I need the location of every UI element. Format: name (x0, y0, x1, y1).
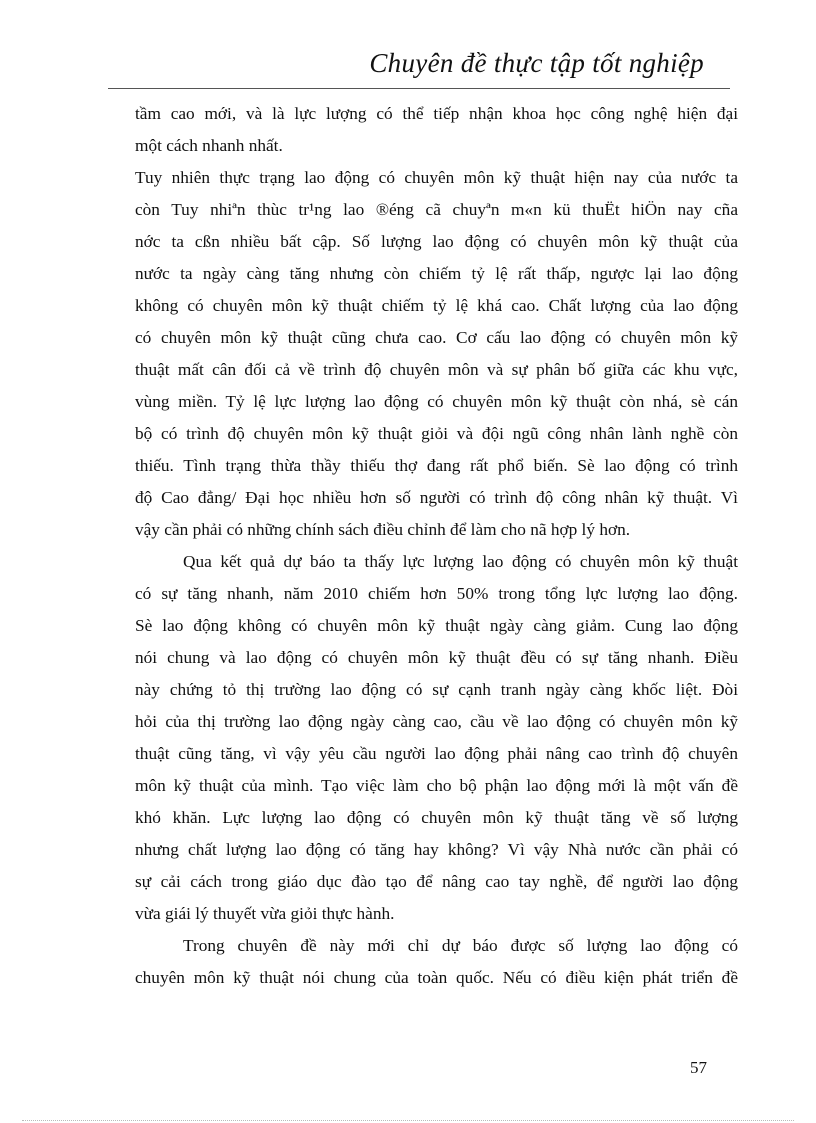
text-line: độ Cao đẳng/ Đại học nhiều hơn số người có trình độ công nhân kỹ thuật. Vì (135, 488, 738, 507)
text-line: Trong chuyên đề này mới chỉ dự báo được số lượng lao động có (183, 936, 738, 955)
text-line: môn kỹ thuật của mình. Tạo việc làm cho bộ phận lao động mới là một vấn đề (135, 776, 738, 795)
text-line: vậy cần phải có những chính sách điều chỉnh để làm cho nã hợp lý hơn. (135, 520, 631, 539)
text-line: Qua kết quả dự báo ta thấy lực lượng lao động có chuyên môn kỹ thuật (183, 552, 738, 571)
text-line: thuật mất cân đối cả về trình độ chuyên môn và sự phân bố giữa các khu vực, (135, 360, 738, 379)
text-line: nhưng chất lượng lao động có tăng hay không? Vì vậy Nhà nước cần phải có (135, 840, 738, 859)
text-line: một cách nhanh nhất. (135, 136, 283, 155)
header-title: Chuyên đề thực tập tốt nghiệp (369, 48, 704, 78)
text-line: còn Tuy nhiªn thùc tr¹ng lao ®éng cã chuyªn m«n kü thuËt hiÖn nay cña (135, 200, 738, 219)
text-line: Sè lao động không có chuyên môn kỹ thuật ngày càng giảm. Cung lao động (135, 616, 738, 635)
text-line: tầm cao mới, và là lực lượng có thể tiếp nhận khoa học công nghệ hiện đại (135, 104, 738, 123)
text-line: sự cải cách trong giáo dục đào tạo để nâng cao tay nghề, để người lao động (135, 872, 738, 891)
text-line: hỏi của thị trường lao động ngày càng cao, cầu về lao động có chuyên môn kỹ (135, 712, 738, 731)
text-line: này chứng tỏ thị trường lao động có sự cạnh tranh ngày càng khốc liệt. Đòi (135, 680, 738, 699)
text-line: thuật cũng tăng, vì vậy yêu cầu người lao động phải nâng cao trình độ chuyên (135, 744, 738, 763)
text-line: nớc ta cßn nhiều bất cập. Số lượng lao động có chuyên môn kỹ thuật của (135, 232, 738, 251)
page-bottom-divider (22, 1120, 794, 1121)
text-line: thiếu. Tình trạng thừa thầy thiếu thợ đang rất phổ biến. Sè lao động có trình (135, 456, 738, 475)
text-line: nước ta ngày càng tăng nhưng còn chiếm tỷ lệ rất thấp, ngược lại lao động (135, 264, 738, 283)
text-line: bộ có trình độ chuyên môn kỹ thuật giỏi và đội ngũ công nhân lành nghề còn (135, 424, 738, 443)
page-number: 57 (690, 1058, 707, 1077)
text-line: có sự tăng nhanh, năm 2010 chiếm hơn 50% trong tổng lực lượng lao động. (135, 584, 738, 603)
text-line: khó khăn. Lực lượng lao động có chuyên môn kỹ thuật tăng về số lượng (135, 808, 738, 827)
text-line: chuyên môn kỹ thuật nói chung của toàn quốc. Nếu có điều kiện phát triển đề (135, 968, 738, 987)
text-line: có chuyên môn kỹ thuật cũng chưa cao. Cơ cấu lao động có chuyên môn kỹ (135, 328, 738, 347)
body-text (135, 98, 738, 994)
header-divider (108, 88, 730, 89)
text-line: vừa giái lý thuyết vừa giỏi thực hành. (135, 904, 395, 923)
text-line: không có chuyên môn kỹ thuật chiếm tỷ lệ khá cao. Chất lượng của lao động (135, 296, 738, 315)
text-line: vùng miền. Tỷ lệ lực lượng lao động có chuyên môn kỹ thuật còn nhá, sè cán (135, 392, 738, 411)
text-line: nói chung và lao động có chuyên môn kỹ thuật đều có sự tăng nhanh. Điều (135, 648, 738, 667)
text-line: Tuy nhiên thực trạng lao động có chuyên môn kỹ thuật hiện nay của nước ta (135, 168, 738, 187)
